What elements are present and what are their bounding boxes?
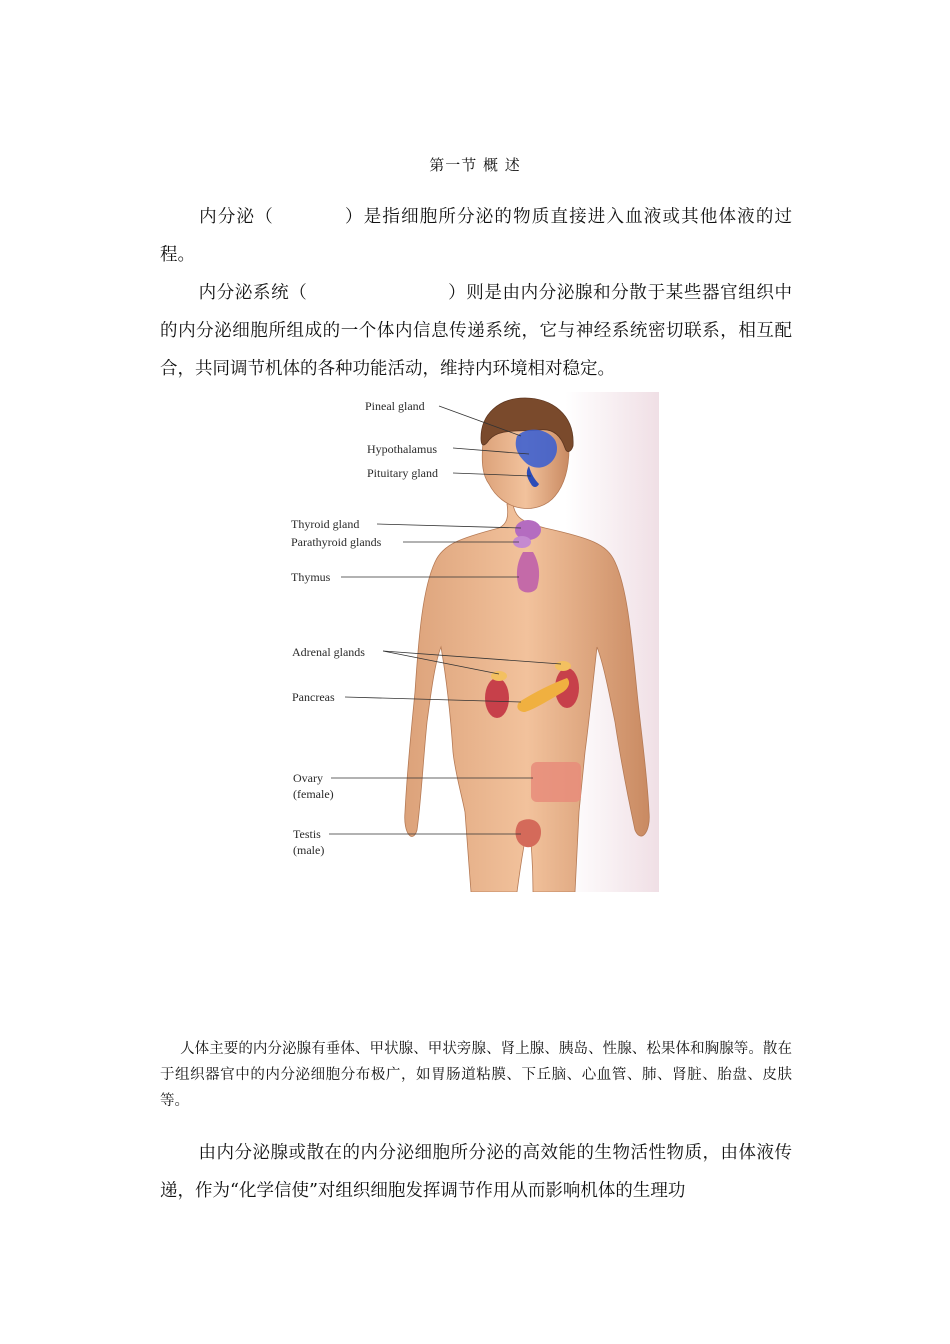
label-ovary: Ovary xyxy=(293,771,323,785)
section-title: 第一节 概 述 xyxy=(429,156,521,174)
paragraph-hormones xyxy=(160,1134,792,1210)
label-adrenal-glands: Adrenal glands xyxy=(292,645,365,659)
adrenal-right xyxy=(555,661,571,671)
paragraph-endocrine-definition xyxy=(160,198,792,274)
label-testis: Testis xyxy=(293,827,321,841)
thymus xyxy=(517,552,539,593)
label-pituitary-gland: Pituitary gland xyxy=(367,466,438,480)
label-thymus: Thymus xyxy=(291,570,331,584)
label-hypothalamus: Hypothalamus xyxy=(367,442,437,456)
p3-text: 由内分泌腺或散在的内分泌细胞所分泌的高效能的生物活性物质，由体液传递，作为“化学信使”对组织细胞发挥调节作用从而影响机体的生理功 xyxy=(160,1143,792,1201)
label-ovary-note: (female) xyxy=(293,787,334,801)
label-parathyroid-glands: Parathyroid glands xyxy=(291,535,382,549)
label-thyroid-gland: Thyroid gland xyxy=(291,517,360,531)
endocrine-glands-figure xyxy=(285,392,659,892)
label-pineal-gland: Pineal gland xyxy=(365,399,425,413)
p1-lead: 内分泌（ xyxy=(198,207,274,227)
caption-text: 人体主要的内分泌腺有垂体、甲状腺、甲状旁腺、肾上腺、胰岛、性腺、松果体和胸腺等。散在于组织器官中的内分泌细胞分布极广，如胃肠道粘膜、下丘脑、心血管、肺、肾脏、胎盘、皮肤等。 xyxy=(160,1041,792,1109)
uterus-ovary xyxy=(531,762,581,802)
p2-lead: 内分泌系统（ xyxy=(198,283,308,303)
p2-rest: ）则是由内分泌腺和分散于某些器官组织中的内分泌细胞所组成的一个体内信息传递系统，它与神经系统密切联系，相互配合，共同调节机体的各种功能活动，维持内环境相对稳定。 xyxy=(160,283,793,379)
label-pancreas: Pancreas xyxy=(292,690,335,704)
label-testis-note: (male) xyxy=(293,843,325,857)
p1-rest: ）是指细胞所分泌的物质直接进入血液或其他体液的过程。 xyxy=(160,207,793,265)
figure-caption xyxy=(160,1036,792,1114)
paragraph-endocrine-system xyxy=(160,274,792,388)
kidney-left xyxy=(485,678,509,718)
